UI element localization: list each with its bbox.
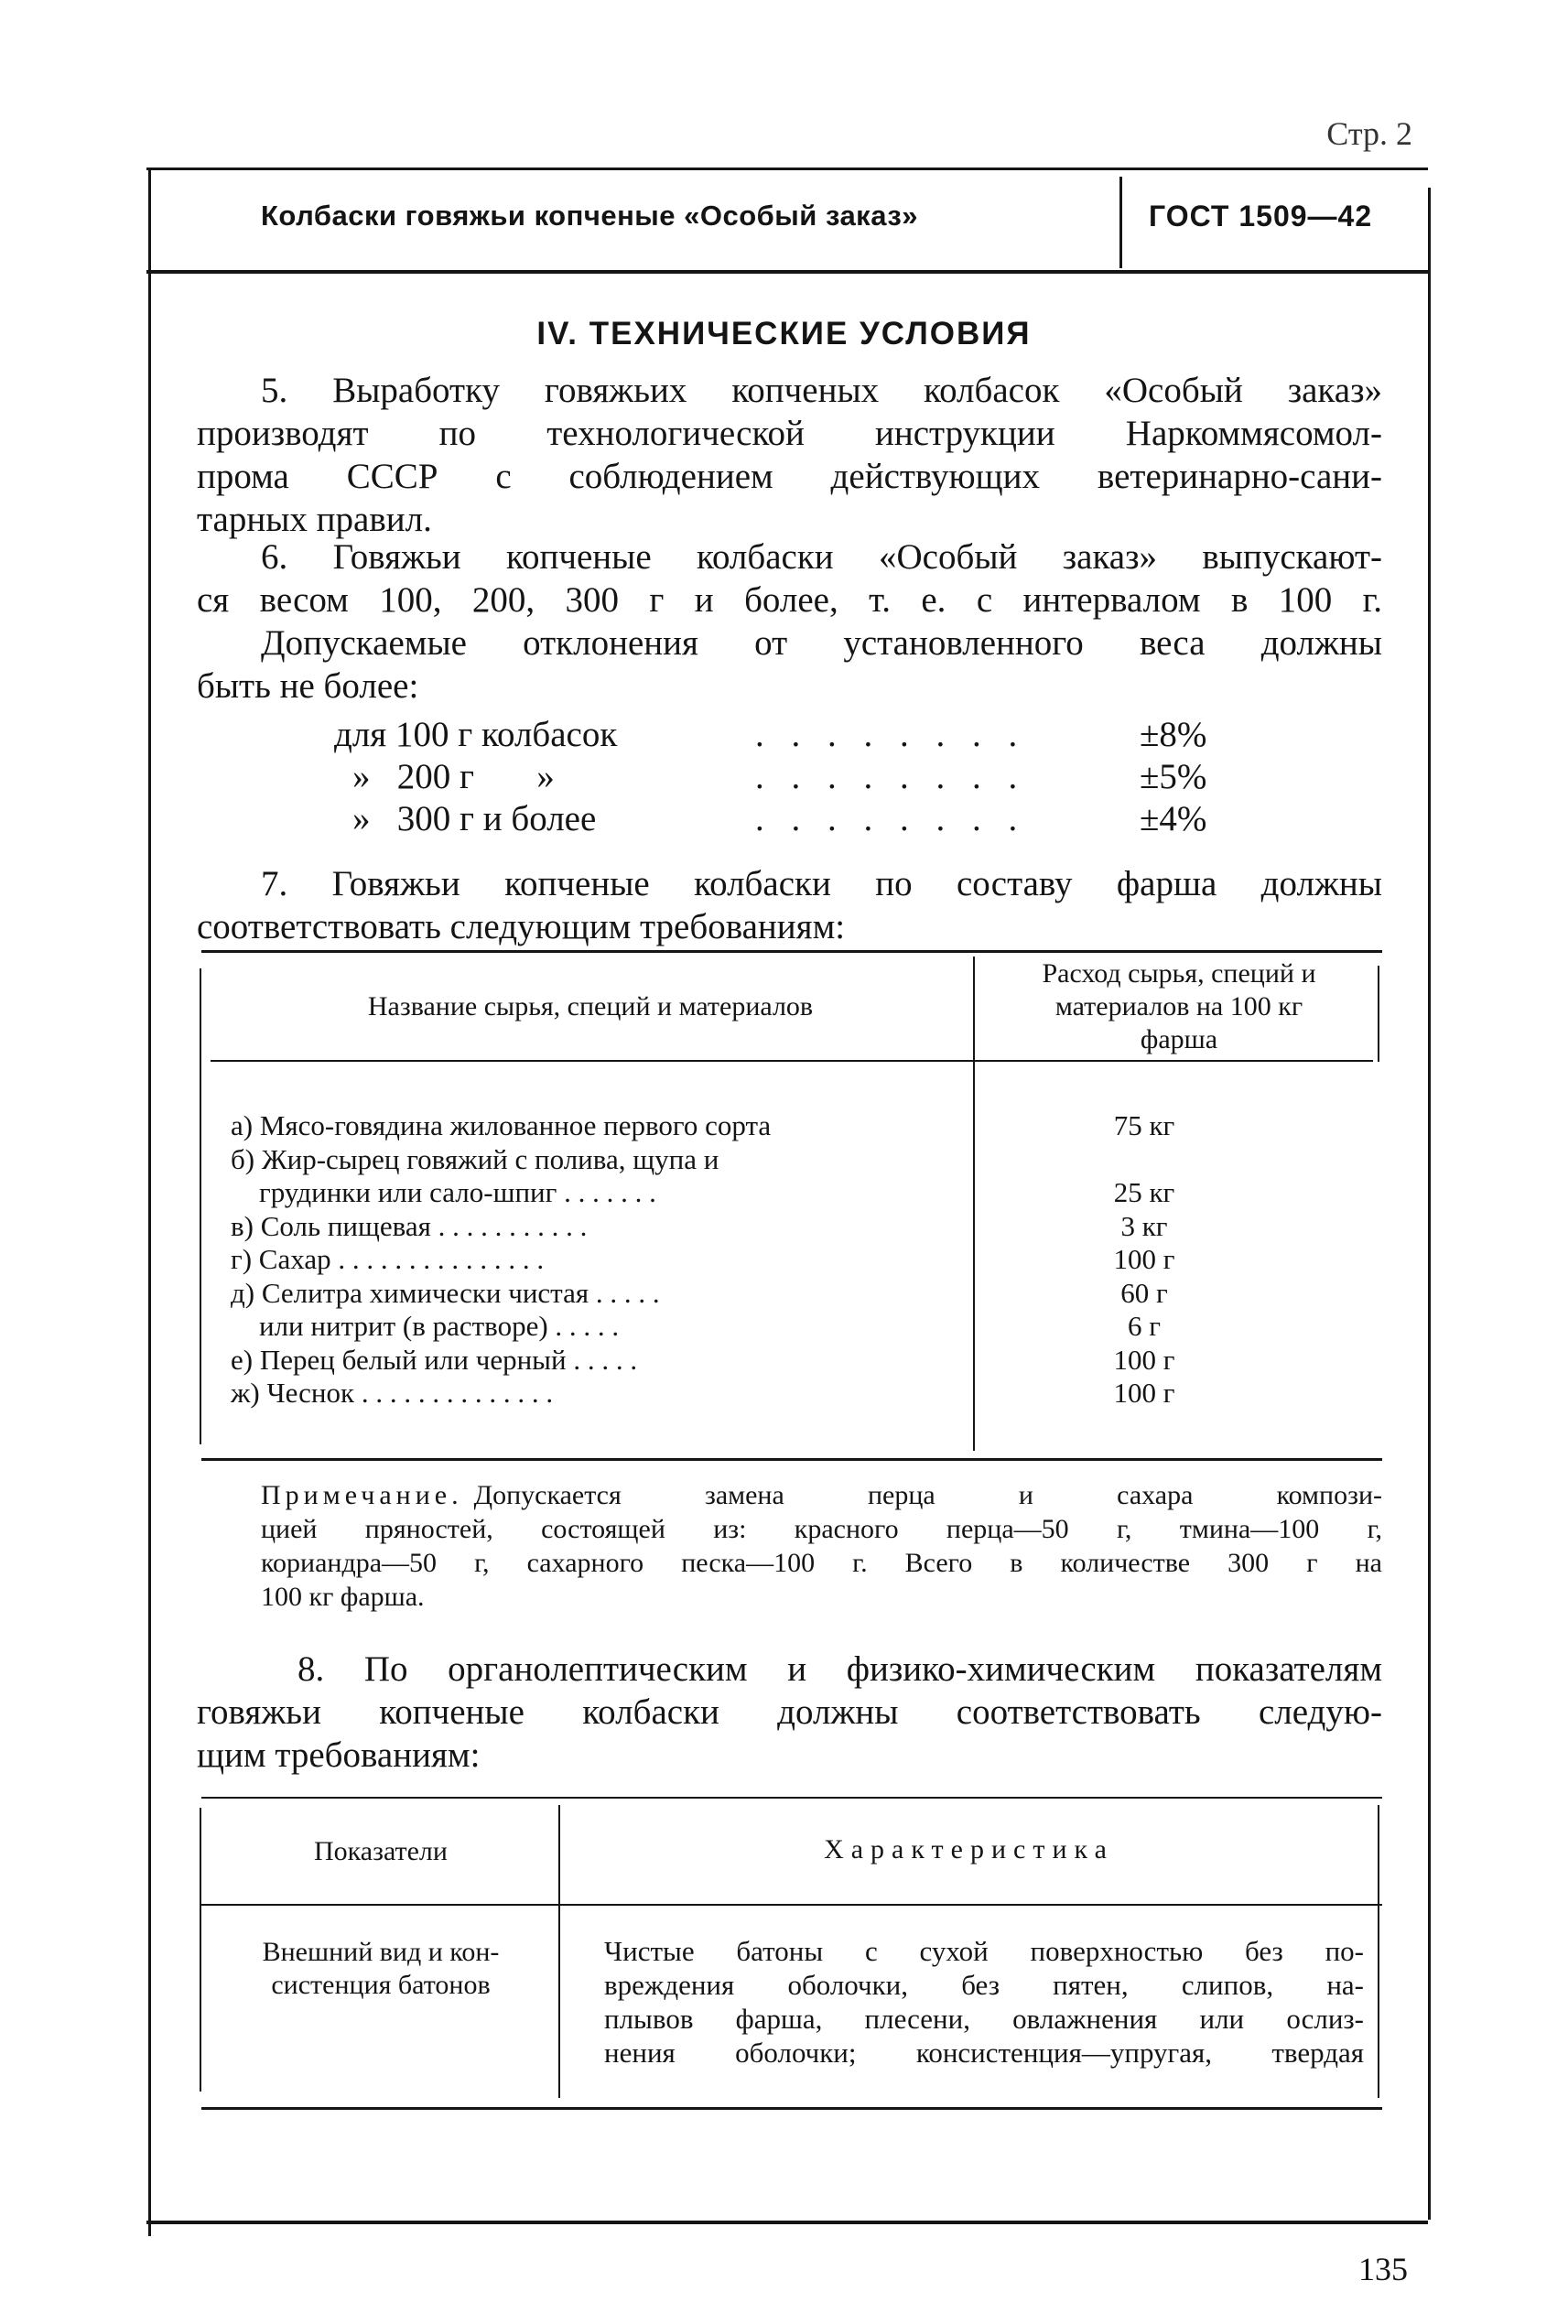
text-line: 7. Говяжьи копченые колбаски по составу фарша должны [261,864,1382,903]
table-cell: 60 г [1120,1276,1168,1309]
table-cell: 75 кг [1113,1109,1175,1141]
cell-line: нения оболочки; консистенция—упругая, твердая [604,2037,1364,2069]
table-cell: ж) Чеснок . . . . . . . . . . . . . . [231,1377,554,1409]
table-cell: 3 кг [1120,1209,1168,1242]
table-cell: б) Жир-сырец говяжий с полива, щупа и [231,1142,719,1175]
table-header: Показатели [314,1836,448,1866]
deviation-label: для 100 г колбасок [334,715,618,754]
text-line: производят по технологической инструкции Наркоммясомол- [197,414,1382,453]
text-line: соответствовать следующим требованиям: [197,907,846,946]
header-line: материалов на 100 кг [1054,991,1303,1021]
table-header [978,957,1380,1056]
leader-dots: . . . . . . . . [755,715,1027,754]
table-cell: в) Соль пищевая . . . . . . . . . . . [231,1209,588,1242]
note-line: цией пряностей, состоящей из: красного перца—50 г, тмина—100 г, [261,1514,1382,1544]
cell-line: вреждения оболочки, без пятен, слипов, на- [604,1969,1364,2001]
table-cell: или нитрит (в растворе) . . . . . [231,1310,620,1342]
note-text: Допускается замена перца и сахара компози- [473,1480,1382,1510]
deviation-label: » 300 г и более [352,799,597,838]
indicator-cell [203,1936,558,2002]
table-cell: 100 г [1113,1377,1175,1409]
text-line: тарных правил. [197,500,432,539]
table-cell: 6 г [1128,1310,1161,1342]
text-line: щим требованиям: [197,1735,481,1775]
table-cell: е) Перец белый или черный . . . . . [231,1343,638,1376]
bottom-rule [146,2221,1428,2224]
header-line: Расход сырья, специй и [1042,958,1316,989]
text-line: 8. По органолептическим и физико-химическим показателям [297,1649,1382,1689]
table-cell: г) Сахар . . . . . . . . . . . . . . . [231,1243,545,1275]
cell-line: систенция батонов [271,1970,491,2000]
text-line: говяжьи копченые колбаски должны соответствовать следую- [197,1692,1382,1732]
paragraph-8 [197,1648,1382,1777]
characteristic-cell [604,1934,1364,2070]
table-cell: д) Селитра химически чистая . . . . . [231,1276,660,1309]
deviation-value: ±8% [1140,715,1207,754]
note-label: Примечание. [261,1480,463,1510]
paragraph-5 [197,369,1382,541]
text-line: ся весом 100, 200, 300 г и более, т. е. с интервалом в 100 г. [197,580,1382,620]
text-line: 6. Говяжьи копченые колбаски «Особый заказ» выпускают- [261,537,1382,577]
text-line: Допускаемые отклонения от установленного веса должны [261,623,1382,663]
note-line: 100 кг фарша. [261,1582,425,1612]
text-line: 5. Выработку говяжьих копченых колбасок «Особый заказ» [261,371,1382,410]
leader-dots: . . . . . . . . [755,757,1027,796]
text-line: прома СССР с соблюдением действующих ветеринарно-сани- [197,457,1382,496]
cell-line: Чистые батоны с сухой поверхностью без по- [604,1935,1364,1967]
table-cell: 25 кг [1113,1176,1175,1208]
note-body [261,1512,1382,1614]
note-first-line [261,1478,1382,1512]
note [261,1478,1382,1512]
table-cell: грудинки или сало-шпиг . . . . . . . [231,1176,656,1208]
page-label: Стр. 2 [1326,115,1412,152]
document-title: Колбаски говяжьи копченые «Особый заказ» [261,200,918,232]
standard-number: ГОСТ 1509—42 [1149,200,1373,232]
table-cell: а) Мясо-говядина жилованное первого сорта [231,1109,772,1141]
table-cell: 100 г [1113,1243,1175,1275]
table-body [231,1109,771,1411]
note-line: кориандра—50 г, сахарного песка—100 г. Всего в количестве 300 г на [261,1548,1382,1578]
paragraph-7 [197,862,1382,948]
cell-line: плывов фарша, плесени, овлажнения или ослиз- [604,2003,1364,2035]
table-cell: 100 г [1113,1343,1175,1376]
table-cell [1053,1143,1236,1177]
section-title: IV. ТЕХНИЧЕСКИЕ УСЛОВИЯ [536,316,1032,351]
header-line: фарша [1140,1024,1218,1054]
leader-dots: . . . . . . . . [755,799,1027,838]
table-header: Характеристика [824,1834,1114,1865]
table-header: Название сырья, специй и материалов [367,991,814,1021]
deviation-value: ±4% [1140,799,1207,838]
paragraph-6 [197,535,1382,708]
text-line: быть не более: [197,666,419,706]
deviation-value: ±5% [1140,757,1207,796]
table-amounts [1053,1109,1236,1411]
cell-line: Внешний вид и кон- [262,1937,500,1967]
deviation-label: » 200 г » [352,757,555,796]
page-number: 135 [1358,2251,1408,2287]
